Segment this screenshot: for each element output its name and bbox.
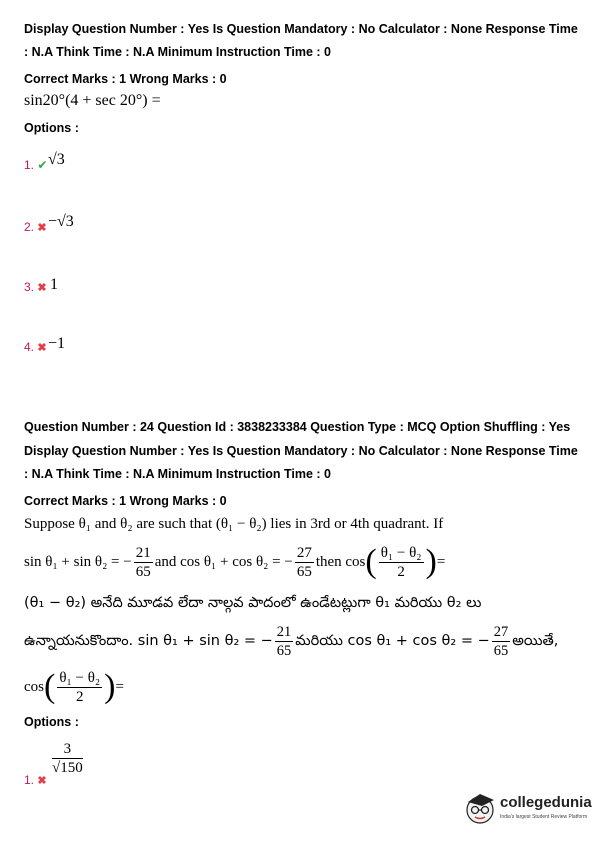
cross-icon: ✖: [37, 222, 47, 234]
fraction: $\frac{27}{65}$: [296, 544, 312, 580]
question-text-line: cos ( $\frac{\text{θ₁ − θ₂}}{2}$ ) =: [24, 668, 124, 705]
question-meta-line: : N.A Think Time : N.A Minimum Instruction Time : 0: [24, 467, 331, 481]
brand-tagline: India's largest Student Review Platform: [500, 814, 588, 820]
fraction: $\frac{27}{65}$: [493, 623, 509, 659]
option-number: 1. ✔: [24, 158, 48, 172]
fraction: $\frac{\text{θ₁ − θ₂}}{2}$: [59, 669, 101, 705]
option-number: 1. ✖: [24, 773, 47, 787]
option-text: √3: [48, 151, 65, 168]
brand-name: collegedunia: [500, 794, 592, 811]
question-text-line: sin θ₁ + sin θ₂ = − $\frac{21}{65}$ and cos θ₁ + cos θ₂ = − $\frac{27}{65}$ then cos ( $\frac{\text{θ₁ − θ₂}}{2}$ ) =: [24, 543, 446, 580]
option-number: 3. ✖: [24, 280, 47, 294]
option-number: 4. ✖: [24, 340, 47, 354]
mascot-icon: [462, 788, 502, 828]
question-text-line-telugu: (θ₁ − θ₂) అనేది మూడవ లేదా నాల్గవ పాదంలో ఉండేటట్లుగా θ₁ మరియు θ₂ లు: [24, 595, 482, 611]
question-text-line-telugu: ఉన్నాయనుకొందాం. sin θ₁ + sin θ₂ = − $\frac{21}{65}$ మరియు cos θ₁ + cos θ₂ = − $\frac{27}{65}$ అయితే,: [24, 623, 559, 659]
collegedunia-logo: [462, 788, 590, 828]
options-label: Options :: [24, 121, 79, 135]
fraction: $\frac{21}{65}$: [276, 623, 292, 659]
question-text: sin20°(4 + sec 20°) =: [24, 92, 161, 109]
marks-info: Correct Marks : 1 Wrong Marks : 0: [24, 72, 227, 86]
fraction: $\frac{\text{θ₁ − θ₂}}{2}$: [380, 544, 422, 580]
fraction: $\frac{3}{√150}$: [52, 741, 83, 776]
check-icon: ✔: [37, 158, 48, 172]
option-text: −√3: [48, 213, 74, 230]
option-number: 2. ✖: [24, 220, 47, 234]
question-meta-line: Display Question Number : Yes Is Question Mandatory : No Calculator : None Response Time: [24, 22, 578, 36]
cross-icon: ✖: [37, 342, 47, 354]
option-text: −1: [48, 335, 66, 352]
question-meta-line: Display Question Number : Yes Is Question Mandatory : No Calculator : None Response Time: [24, 444, 578, 458]
question-text-line: Suppose θ₁ and θ₂ are such that (θ₁ − θ₂) lies in 3rd or 4th quadrant. If: [24, 516, 444, 532]
option-text: 1: [50, 276, 58, 293]
cross-icon: ✖: [37, 775, 47, 787]
option-text: [50, 740, 85, 777]
cross-icon: ✖: [37, 282, 47, 294]
fraction: $\frac{21}{65}$: [135, 544, 151, 580]
question-meta-line: Question Number : 24 Question Id : 3838233384 Question Type : MCQ Option Shuffling : Yes: [24, 420, 571, 434]
options-label: Options :: [24, 715, 79, 729]
marks-info: Correct Marks : 1 Wrong Marks : 0: [24, 494, 227, 508]
question-meta-line: : N.A Think Time : N.A Minimum Instruction Time : 0: [24, 45, 331, 59]
